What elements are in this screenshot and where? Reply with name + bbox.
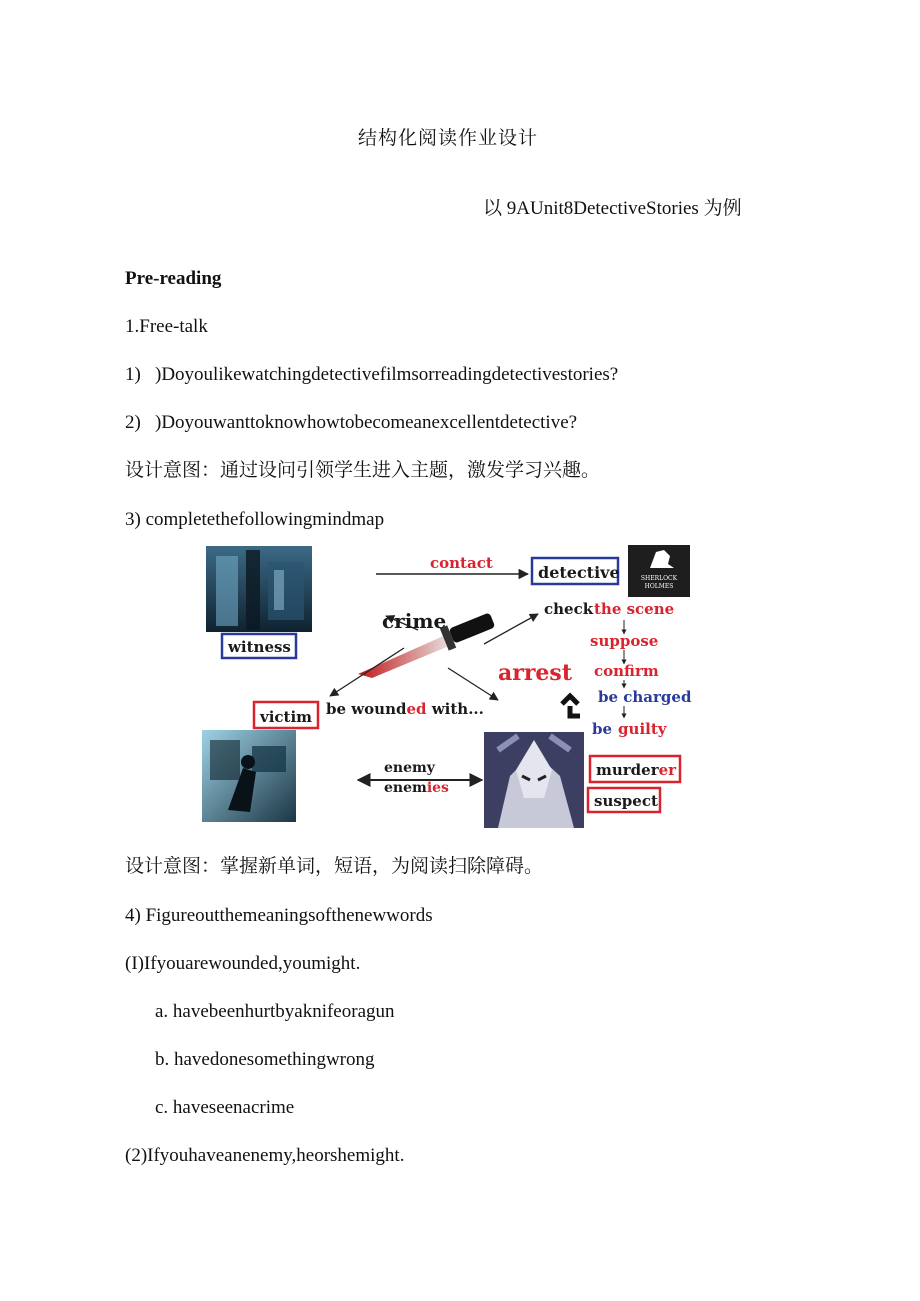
item-free-talk: 1.Free-talk <box>125 316 208 337</box>
label-arrest: arrest <box>498 660 572 686</box>
question-1-number: 1) <box>125 364 141 385</box>
section-heading: Pre-reading <box>125 268 222 289</box>
label-be-guilty: be guilty <box>592 720 667 738</box>
murderer-portrait-image <box>484 732 584 828</box>
label-suppose: suppose <box>590 632 659 650</box>
option-c: c. haveseenacrime <box>155 1097 295 1118</box>
label-enemies: enemies <box>384 780 449 796</box>
question-3: 3) completethefollowingmindmap <box>125 509 385 530</box>
question-4: 4) Figureoutthemeaningsofthenewwords <box>125 905 433 926</box>
label-be-wounded: be wounded with... <box>326 700 484 718</box>
label-check: check <box>544 600 594 618</box>
label-enemy: enemy <box>384 760 435 776</box>
option-b: b. havedonesomethingwrong <box>155 1049 375 1070</box>
label-victim: victim <box>260 708 313 726</box>
sherlock-holmes-logo <box>628 545 690 597</box>
label-suspect: suspect <box>594 792 658 810</box>
label-be-charged: be charged <box>598 688 692 706</box>
victim-scene-image <box>202 730 296 822</box>
label-confirm: confirm <box>594 662 659 680</box>
design-intent-2: 设计意图：掌握新单词，短语，为阅读扫除障碍。 <box>125 856 544 877</box>
witness-scene-image <box>206 546 312 632</box>
wounded-left-arrow <box>330 648 404 696</box>
question-1-text: )Doyoulikewatchingdetectivefilmsorreadingdetectivestories? <box>155 364 619 385</box>
option-a: a. havebeenhurtbyaknifeoragun <box>155 1001 395 1022</box>
sherlock-line-1: SHERLOCK <box>640 575 678 582</box>
document-subtitle: 以 9AUnit8DetectiveStories 为例 <box>483 198 742 219</box>
label-the-scene: the scene <box>594 600 675 618</box>
label-murderer: murderer <box>596 761 677 779</box>
wounded-right-arrow <box>448 668 498 700</box>
sub-question-2: (2)Ifyouhaveanenemy,heorshemight. <box>125 1145 405 1166</box>
check-scene-arrow <box>484 614 538 644</box>
design-intent-1: 设计意图：通过设问引领学生进入主题，激发学习兴趣。 <box>125 460 601 481</box>
document-title: 结构化阅读作业设计 <box>358 128 539 149</box>
label-detective: detective <box>538 563 620 582</box>
mind-map-figure <box>198 540 698 832</box>
label-witness: witness <box>228 638 291 656</box>
sub-question-1: (I)Ifyouarewounded,youmight. <box>125 953 361 974</box>
return-arrow <box>562 696 580 716</box>
question-2-number: 2) <box>125 412 141 433</box>
label-contact: contact <box>430 554 493 572</box>
question-2-text: )Doyouwanttoknowhowtobecomeanexcellentdetective? <box>155 412 578 433</box>
sherlock-line-2: HOLMES <box>644 583 674 590</box>
label-crime: crime <box>382 609 447 633</box>
